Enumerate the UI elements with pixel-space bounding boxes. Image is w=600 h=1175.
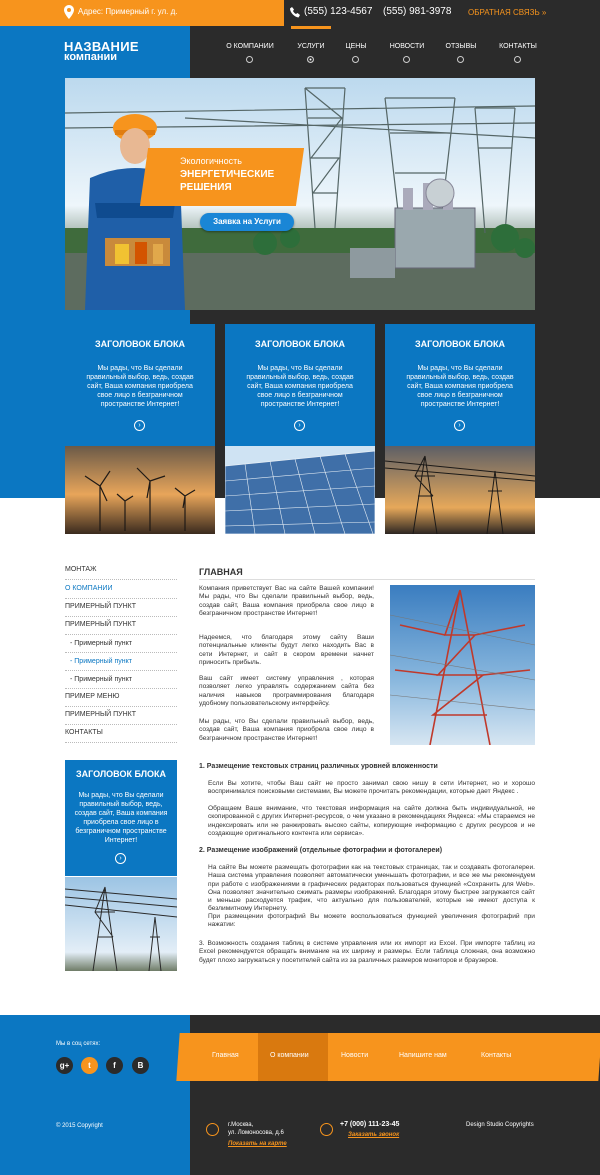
divider	[65, 634, 177, 635]
footer-left-bg	[0, 1015, 190, 1175]
logo-line-1[interactable]: НАЗВАНИЕ	[64, 39, 139, 54]
content-paragraph: При размещении фотографий Вы можете воспользоваться функцией увеличения фотографий при нажатии:	[208, 913, 535, 929]
logo-line-2[interactable]: компании	[64, 51, 118, 63]
request-service-button[interactable]: Заявка на Услуги	[200, 213, 294, 231]
divider	[65, 616, 177, 617]
feature-block-text: Мы рады, что Вы сделали правильный выбор, ведь, создав сайт, Ваша компания приобрела свое лицо в безграничном пространстве Интернет!	[406, 365, 514, 408]
nav-prices[interactable]: ЦЕНЫ	[345, 43, 367, 50]
feature-block-text: Мы рады, что Вы сделали правильный выбор, ведь, создав сайт, Ваша компания приобрела свое лицо в безграничном пространстве Интернет!	[86, 365, 194, 408]
twitter-icon[interactable]: t	[81, 1057, 98, 1074]
social-label: Мы в соц сетях:	[56, 1041, 101, 1047]
divider	[65, 706, 177, 707]
divider	[65, 742, 177, 743]
nav-about[interactable]: О КОМПАНИИ	[226, 43, 274, 50]
nav-news[interactable]: НОВОСТИ	[389, 43, 425, 50]
feature-block-title: ЗАГОЛОВОК БЛОКА	[94, 339, 186, 349]
feature-block-title: ЗАГОЛОВОК БЛОКА	[414, 339, 506, 349]
footer-nav-home[interactable]: Главная	[212, 1052, 239, 1059]
content-paragraph: На сайте Вы можете размещать фотографии как на текстовых страницах, так и создавать фотогалереи. Наша система управления позволяет автоматически уменьшать фотографии, и все же мы рекомендуем при работе с изображениями в графических редакторах пользоваться функцией «Сохранить для Web». Она позволяет значительно сжимать размеры изображений. Благодаря этому быстрее загружается сайт и меньше расходуется трафик, что актуально для пользователей, которые не имеют доступа к безлимитному Интернету.	[208, 864, 535, 913]
footer-nav-about[interactable]: О компании	[270, 1052, 309, 1059]
content-paragraph: Надеемся, что благодаря этому сайту Ваши потенциальные клиенты будут легко находить Вас в сети Интернет, и сайт в скором времени начнет приносить прибыль.	[199, 634, 374, 666]
nav-dot[interactable]	[352, 56, 359, 63]
divider	[65, 579, 177, 580]
arrow-right-icon[interactable]: ›	[454, 420, 465, 431]
arrow-right-icon[interactable]: ›	[294, 420, 305, 431]
phone-number-2[interactable]: (555) 981-3978	[383, 6, 452, 17]
footer-nav-news[interactable]: Новости	[341, 1052, 369, 1059]
nav-services[interactable]: УСЛУГИ	[297, 43, 325, 50]
sidebar-item-sample[interactable]: ПРИМЕРНЫЙ ПУНКТ	[65, 711, 137, 718]
divider	[65, 670, 177, 671]
footer-street: ул. Ломоносова, д.6	[228, 1130, 284, 1136]
sidebar-subitem[interactable]: - Примерный пункт	[70, 640, 132, 647]
vk-icon[interactable]: B	[132, 1057, 149, 1074]
substation-illustration	[65, 78, 535, 310]
footer-city: г.Москва,	[228, 1122, 254, 1128]
feature-block-text: Мы рады, что Вы сделали правильный выбор, ведь, создав сайт, Ваша компания приобрела свое лицо в безграничном пространстве Интернет!	[246, 365, 354, 408]
feature-block	[385, 324, 535, 446]
sidebar-subitem-active[interactable]: - Примерный пункт	[70, 658, 132, 665]
content-paragraph: Если Вы хотите, чтобы Ваш сайт не просто занимал свою нишу в сети Интернет, но и хорошо воспринимался поисковыми системами, Вы можете прочитать рекомендации, которые дает Яндекс .	[208, 780, 535, 796]
content-paragraph: Компания приветствует Вас на сайте Вашей компании! Мы рады, что Вы сделали правильный выбор, ведь, создав сайт, Ваша компания приобрела свое лицо в безграничном пространстве Интернет!	[199, 585, 374, 617]
request-call-link[interactable]: Заказать звонок	[348, 1132, 400, 1138]
nav-dot[interactable]	[457, 56, 464, 63]
power-tower-sunset-image[interactable]	[385, 446, 535, 534]
hero-title-line1: ЭНЕРГЕТИЧЕСКИЕ	[180, 169, 275, 180]
section-heading: 1. Размещение текстовых страниц различных уровней вложенности	[199, 763, 438, 770]
footer-nav-bar	[176, 1033, 600, 1081]
sidebar-item-sample[interactable]: ПРИМЕРНЫЙ ПУНКТ	[65, 621, 137, 628]
page-title: ГЛАВНАЯ	[199, 567, 243, 577]
hero-title-line2: РЕШЕНИЯ	[180, 182, 232, 193]
divider	[65, 652, 177, 653]
divider	[65, 598, 177, 599]
footer-phone[interactable]: +7 (000) 111-23-45	[340, 1121, 400, 1128]
sidebar-block-title: ЗАГОЛОВОК БЛОКА	[75, 769, 167, 779]
sidebar-tower-image[interactable]	[65, 877, 177, 971]
google-plus-icon[interactable]: g+	[56, 1057, 73, 1074]
address-text: Адрес: Примерный г. ул. д.	[78, 7, 178, 16]
sidebar-item-montage[interactable]: МОНТАЖ	[65, 566, 97, 573]
feature-block	[65, 324, 215, 446]
hero-banner	[65, 78, 535, 310]
sidebar-item-sample[interactable]: ПРИМЕРНЫЙ ПУНКТ	[65, 603, 137, 610]
power-tower-image[interactable]	[390, 585, 535, 745]
arrow-right-icon[interactable]: ›	[115, 853, 126, 864]
nav-reviews[interactable]: ОТЗЫВЫ	[445, 43, 477, 50]
nav-dot[interactable]	[403, 56, 410, 63]
feature-block	[225, 324, 375, 446]
nav-contacts[interactable]: КОНТАКТЫ	[499, 43, 537, 50]
copyright: © 2015 Copyright	[56, 1123, 103, 1129]
footer-nav-write-us[interactable]: Напишите нам	[399, 1052, 447, 1059]
nav-dot[interactable]	[246, 56, 253, 63]
arrow-right-icon[interactable]: ›	[134, 420, 145, 431]
sidebar-block-text: Мы рады, что Вы сделали правильный выбор, ведь, создав сайт, Ваша компания приобрела свое лицо в безграничном пространстве Интернет!	[74, 792, 168, 844]
nav-dot[interactable]	[514, 56, 521, 63]
show-on-map-link[interactable]: Показать на карте	[228, 1141, 287, 1147]
facebook-icon[interactable]: f	[106, 1057, 123, 1074]
content-paragraph: Обращаем Ваше внимание, что текстовая информация на сайте должна быть индивидуальной, не скопированной с других Интернет-ресурсов, о чем указано в рекомендациях Яндекса: «Мы стараемся не индексировать или не ранжировать высоко сайты, копирующие информацию с других ресурсов и не создающие оригинального контента или сервиса».	[208, 805, 535, 837]
sidebar-item-menu-example[interactable]: ПРИМЕР МЕНЮ	[65, 693, 120, 700]
footer-nav-contacts[interactable]: Контакты	[481, 1052, 512, 1059]
location-pin-icon	[64, 5, 74, 19]
hero-subtitle: Экологичность	[180, 156, 242, 166]
studio-credit[interactable]: Design Studio Copyrights	[466, 1122, 534, 1128]
wind-turbines-image[interactable]	[65, 446, 215, 534]
divider	[199, 579, 535, 580]
phone-icon	[290, 7, 300, 18]
sidebar-item-about[interactable]: О КОМПАНИИ	[65, 585, 113, 592]
feedback-link[interactable]: ОБРАТНАЯ СВЯЗЬ »	[468, 8, 547, 17]
divider	[65, 688, 177, 689]
feature-block-title: ЗАГОЛОВОК БЛОКА	[254, 339, 346, 349]
phone-icon	[320, 1123, 333, 1136]
divider	[65, 724, 177, 725]
phone-number-1[interactable]: (555) 123-4567	[304, 6, 373, 17]
active-nav-indicator	[291, 26, 331, 29]
content-paragraph: Мы рады, что Вы сделали правильный выбор, ведь, создав сайт, Ваша компания приобрела свое лицо в безграничном пространстве Интернет!	[199, 718, 374, 742]
header-nav-bg	[182, 26, 600, 78]
content-paragraph: 3. Возможность создания таблиц в системе управления или их импорт из Excel. При импорте таблиц из Excel рекомендуется обращать внимание на их ширину и размеры. Если таблица сложная, она возможно будет плохо загружаться у посетителей сайта из за различных размеров мониторов и браузеров.	[199, 940, 535, 964]
sidebar-subitem[interactable]: - Примерный пункт	[70, 676, 132, 683]
solar-panels-image[interactable]	[225, 446, 375, 534]
nav-dot-active[interactable]	[307, 56, 314, 63]
content-paragraph: Ваш сайт имеет систему управления , которая позволяет легко управлять содержанием сайта без наличия навыков программирования благодаря удобному пользовательскому интерфейсу.	[199, 675, 374, 707]
location-pin-icon	[206, 1123, 219, 1136]
sidebar-item-contacts[interactable]: КОНТАКТЫ	[65, 729, 103, 736]
section-heading: 2. Размещение изображений (отдельные фотографии и фотогалереи)	[199, 847, 443, 854]
